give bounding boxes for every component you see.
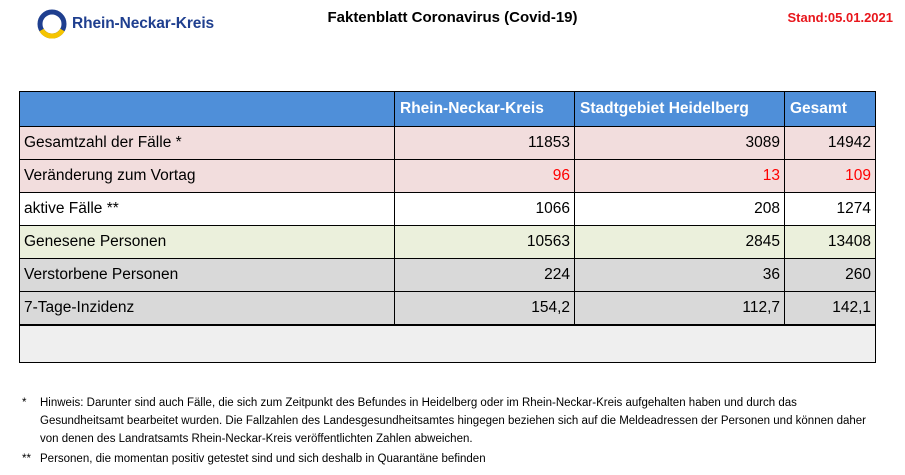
table-cell: 36 bbox=[575, 259, 785, 292]
footnote-text: Hinweis: Darunter sind auch Fälle, die sich zum Zeitpunkt des Befundes in Heidelberg oder im Rhein-Neckar-Kreis aufgehalten haben und durch das Gesundheitsamt bearbeitet wurden. Die Fallzahlen des Landesgesundheitsamtes hingegen beziehen sich auf die Meldeadressen der Personen und können daher von denen des Landratsamts Rhein-Neckar-Kreis veröffentlichten Zahlen abweichen. bbox=[40, 397, 866, 445]
table-cell: 3089 bbox=[575, 127, 785, 160]
table-header-row bbox=[20, 92, 876, 127]
table-footer-row bbox=[20, 325, 876, 363]
row-label: Gesamtzahl der Fälle * bbox=[20, 127, 395, 160]
table-row bbox=[20, 193, 876, 226]
table-cell: 260 bbox=[785, 259, 876, 292]
footnote-mark: ** bbox=[22, 453, 31, 465]
facts-table bbox=[19, 91, 876, 363]
table-cell: 154,2 bbox=[395, 292, 575, 326]
footnote bbox=[22, 394, 882, 448]
table-footer-cell bbox=[20, 325, 876, 363]
table-cell: 13408 bbox=[785, 226, 876, 259]
table-cell: 1066 bbox=[395, 193, 575, 226]
table-row bbox=[20, 127, 876, 160]
footnote-mark: * bbox=[22, 397, 27, 409]
table-row bbox=[20, 259, 876, 292]
table-cell: 142,1 bbox=[785, 292, 876, 326]
row-label: 7-Tage-Inzidenz bbox=[20, 292, 395, 326]
footnote-text: Personen, die momentan positiv getestet sind und sich deshalb in Quarantäne befinden bbox=[40, 453, 486, 465]
row-label: Verstorbene Personen bbox=[20, 259, 395, 292]
footnote bbox=[22, 450, 882, 468]
row-label: Veränderung zum Vortag bbox=[20, 160, 395, 193]
column-header-gesamt: Gesamt bbox=[785, 92, 876, 127]
stand-date: Stand:05.01.2021 bbox=[787, 10, 893, 25]
row-label: aktive Fälle ** bbox=[20, 193, 395, 226]
table-cell: 13 bbox=[575, 160, 785, 193]
table-cell: 2845 bbox=[575, 226, 785, 259]
table-cell: 1274 bbox=[785, 193, 876, 226]
footnotes bbox=[22, 394, 882, 468]
table-cell: 10563 bbox=[395, 226, 575, 259]
table-cell: 112,7 bbox=[575, 292, 785, 326]
table-cell: 208 bbox=[575, 193, 785, 226]
table-cell: 96 bbox=[395, 160, 575, 193]
row-label: Genesene Personen bbox=[20, 226, 395, 259]
table-row bbox=[20, 292, 876, 326]
table-cell: 14942 bbox=[785, 127, 876, 160]
table-cell: 11853 bbox=[395, 127, 575, 160]
table-cell: 224 bbox=[395, 259, 575, 292]
table-row bbox=[20, 226, 876, 259]
table-cell: 109 bbox=[785, 160, 876, 193]
logo-text: Rhein-Neckar-Kreis bbox=[72, 15, 215, 32]
column-header-heidelberg: Stadtgebiet Heidelberg bbox=[575, 92, 785, 127]
column-header-empty bbox=[20, 92, 395, 127]
column-header-rnk: Rhein-Neckar-Kreis bbox=[395, 92, 575, 127]
table-row bbox=[20, 160, 876, 193]
page-title: Faktenblatt Coronavirus (Covid-19) bbox=[327, 9, 578, 26]
